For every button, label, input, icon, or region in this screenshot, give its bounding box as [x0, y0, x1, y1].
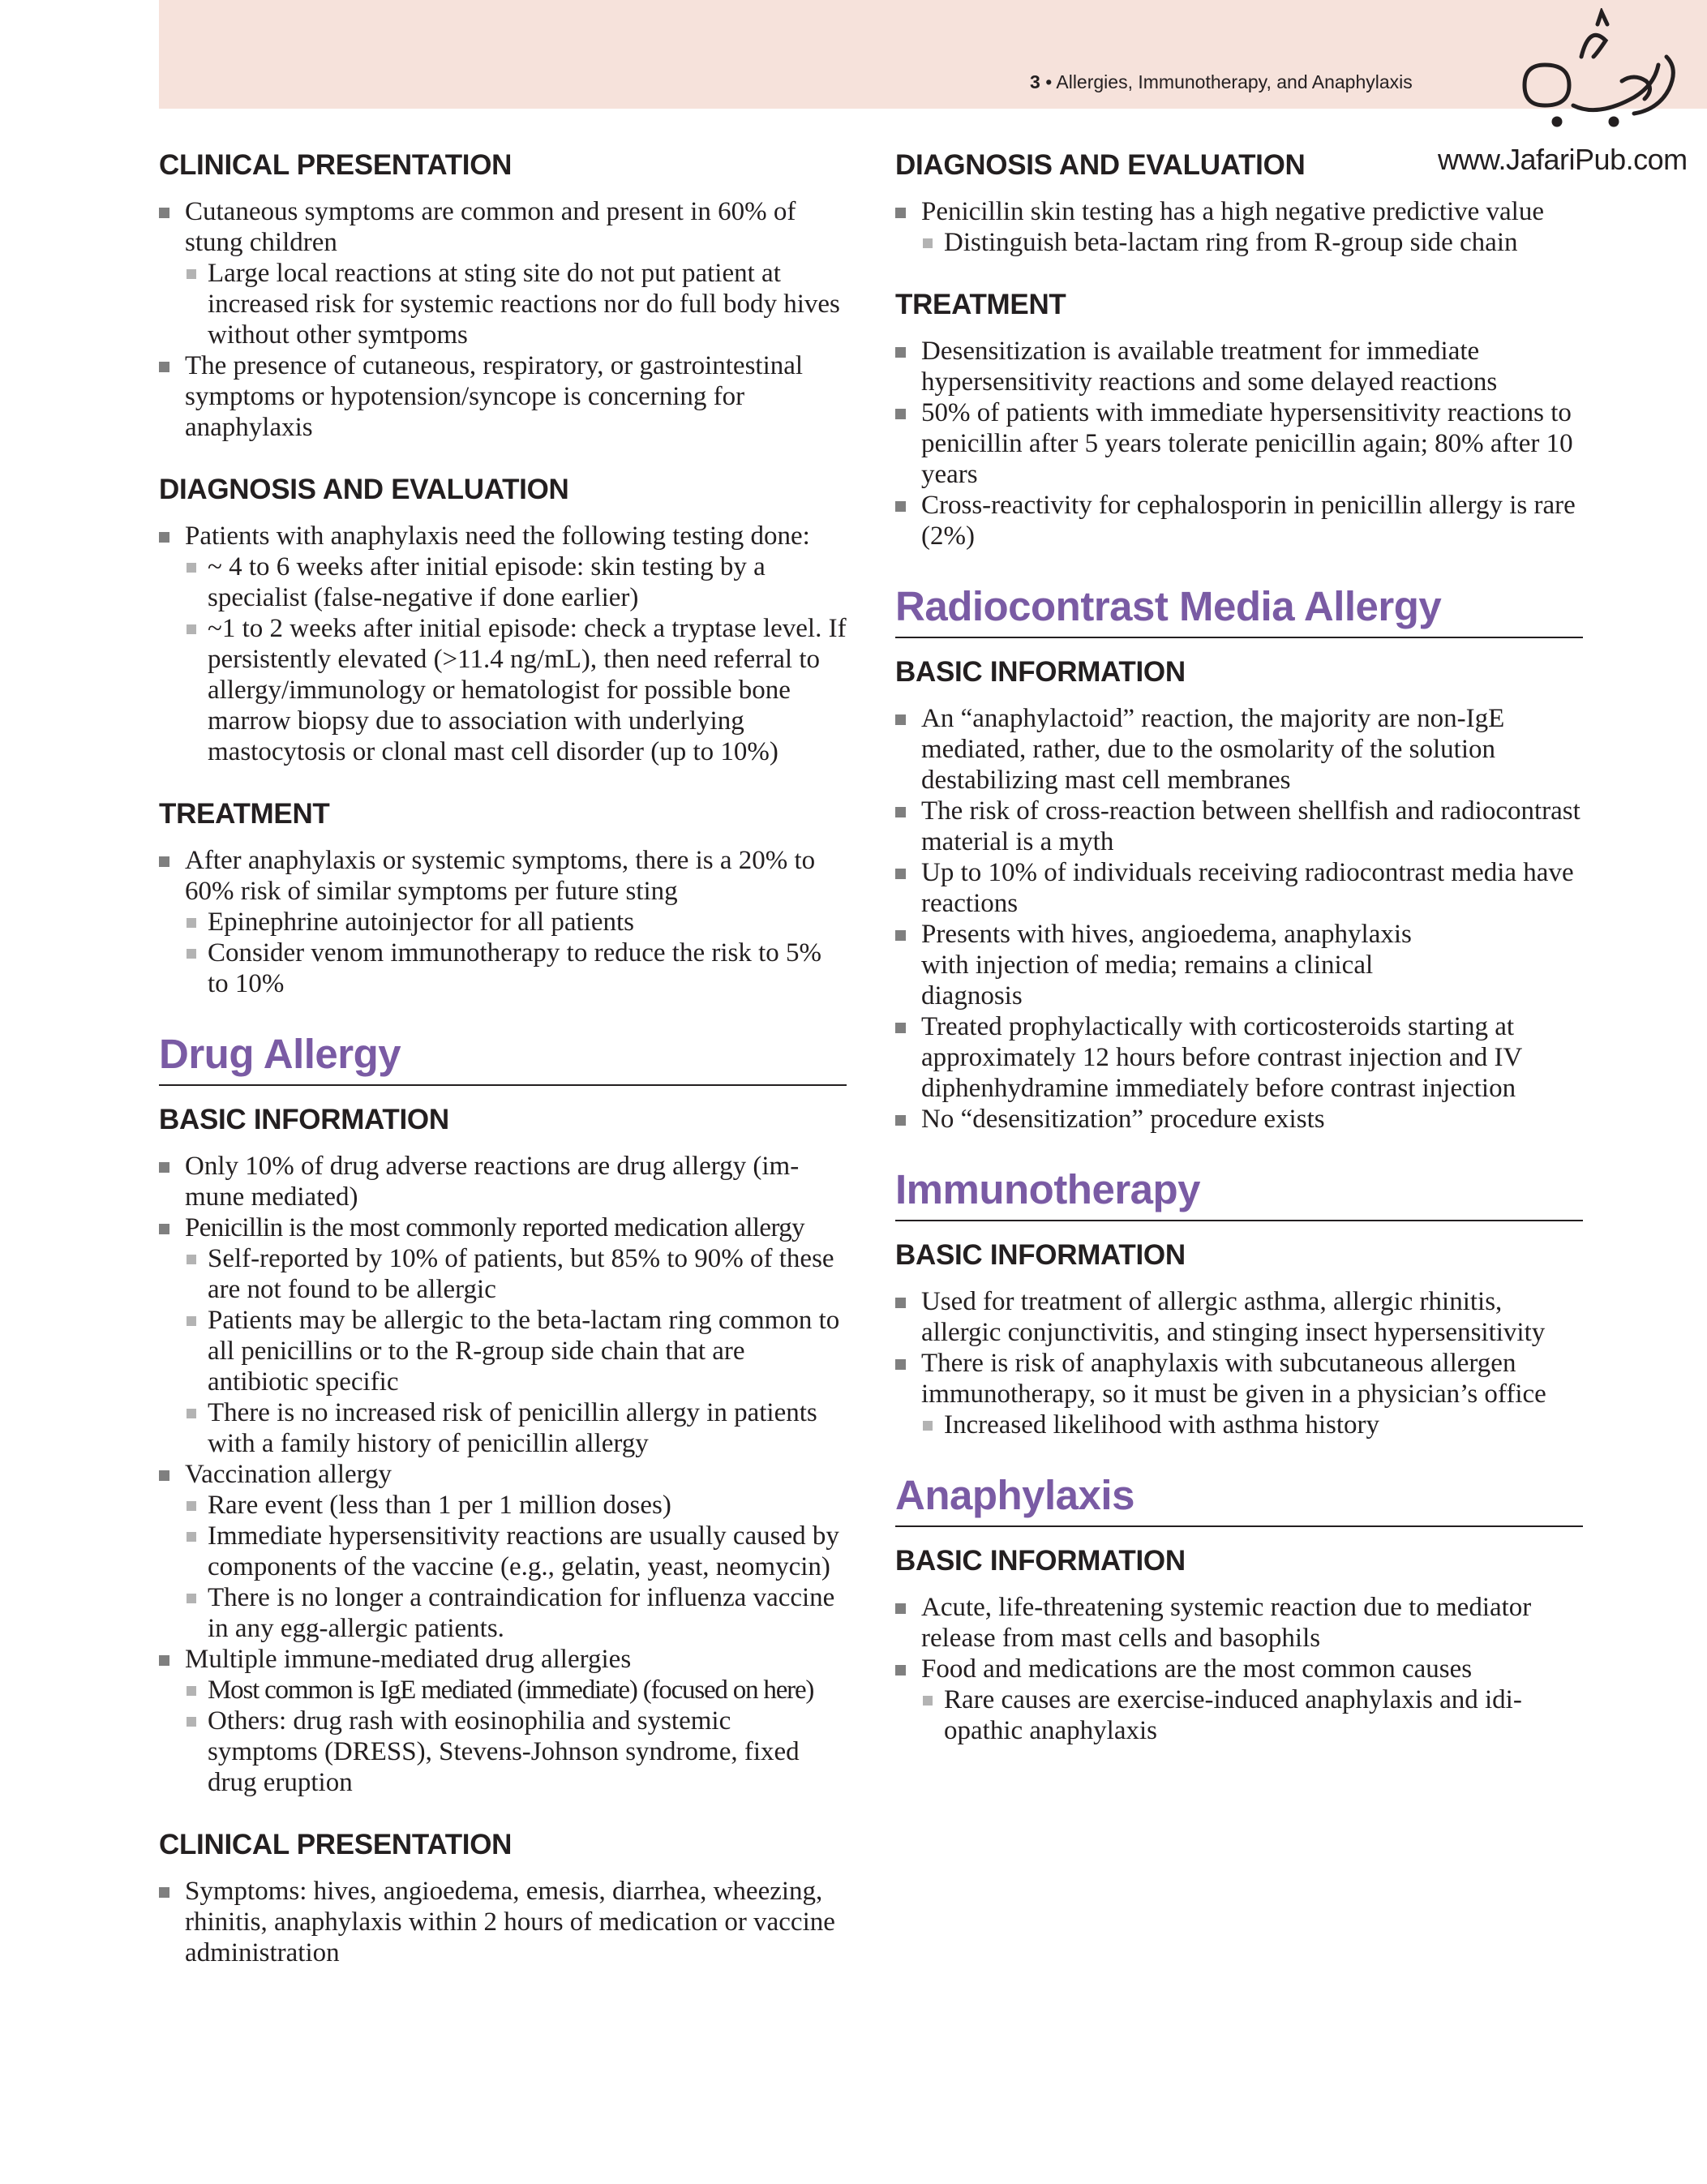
list-item: [895, 1654, 1583, 1746]
list-item: [895, 490, 1583, 551]
list-item: [159, 1151, 847, 1212]
page-number: 3: [1030, 71, 1040, 92]
bullet-list: [895, 703, 1583, 1135]
sub-list-item: Consider venom immunotherapy to reduce the risk to 5% to 10%: [185, 938, 847, 999]
sub-bullet-list: [185, 551, 847, 767]
list-item-text: Penicillin skin testing has a high negative predictive value: [921, 197, 1544, 226]
chapter-section-title: Immunotherapy: [895, 1165, 1583, 1221]
sub-bullet-list: [185, 1243, 847, 1459]
section-basic-information-radiocontrast: [895, 656, 1583, 1135]
list-item-text: Up to 10% of individuals receiving radiocontrast media have reactions: [921, 858, 1574, 918]
section-heading: BASIC INFORMATION: [895, 656, 1186, 688]
sub-list-item: ~ 4 to 6 weeks after initial episode: skin testing by a specialist (false-negative if done earlier): [185, 551, 847, 613]
chapter-section-title: Radiocontrast Media Allergy: [895, 582, 1583, 638]
list-item: [895, 703, 1583, 796]
list-item-text: Multiple immune-mediated drug allergies: [185, 1645, 632, 1674]
sub-list-item: Immediate hypersensitivity reactions are usually caused by components of the vaccine (e.g., gelatin, yeast, neomycin): [185, 1521, 847, 1582]
list-item-text: No “desensitization” procedure exists: [921, 1105, 1325, 1134]
list-item: [895, 196, 1583, 258]
section-heading: TREATMENT: [895, 289, 1066, 320]
chapter-title: Allergies, Immunotherapy, and Anaphylaxis: [1056, 71, 1413, 92]
list-item-text: Acute, life-threatening systemic reaction due to mediator release from mast cells and basophils: [921, 1593, 1532, 1653]
section-diagnosis-evaluation-drug: [895, 149, 1583, 258]
list-item: [159, 350, 847, 443]
sub-list-item: Rare event (less than 1 per 1 million doses): [185, 1490, 847, 1521]
right-column: [895, 149, 1583, 1777]
sub-list-item: Others: drug rash with eosinophilia and systemic symptoms (DRESS), Stevens-Johnson syndrome, fixed drug eruption: [185, 1706, 847, 1798]
section-heading: DIAGNOSIS AND EVALUATION: [895, 149, 1306, 181]
sub-bullet-list: [921, 1684, 1583, 1746]
sub-bullet-list: [185, 1490, 847, 1644]
list-item: [159, 845, 847, 999]
list-item-text: Patients with anaphylaxis need the following testing done:: [185, 521, 810, 551]
list-item-text: 50% of patients with immediate hypersensitivity reactions to penicillin after 5 years tolerate penicillin again; 80% after 10 years: [921, 398, 1573, 489]
list-item: [895, 336, 1583, 397]
list-item-text: The presence of cutaneous, respiratory, or gastrointestinal symptoms or hypotension/syncope is concerning for anaphylaxis: [185, 351, 804, 442]
list-item: [895, 397, 1583, 490]
section-heading: CLINICAL PRESENTATION: [159, 149, 513, 181]
list-item: [159, 196, 847, 350]
section-basic-information: [159, 1104, 847, 1798]
sub-bullet-list: [921, 227, 1583, 258]
list-item: [895, 1348, 1583, 1440]
sub-list-item: Large local reactions at sting site do not put patient at increased risk for systemic reactions nor do full body hives without other symtpoms: [185, 258, 847, 350]
bullet-list: [895, 1286, 1583, 1440]
sub-list-item: Epinephrine autoinjector for all patients: [185, 907, 847, 938]
chapter-section-title: Anaphylaxis: [895, 1471, 1583, 1527]
list-item-text: Treated prophylactically with corticosteroids starting at approximately 12 hours before contrast injection and IV diphenhydramine immediately before contrast injection: [921, 1012, 1522, 1103]
bullet-list: [895, 196, 1583, 258]
section-treatment: [159, 798, 847, 999]
sub-bullet-list: [185, 258, 847, 350]
list-item-text: Used for treatment of allergic asthma, allergic rhinitis, allergic conjunctivitis, and stinging insect hypersensitivity: [921, 1287, 1546, 1347]
section-basic-information-immunotherapy: [895, 1239, 1583, 1440]
bullet-list: [159, 1876, 847, 1968]
list-item: [895, 1011, 1583, 1104]
list-item: [895, 1592, 1583, 1654]
sub-list-item: Rare causes are exercise-induced anaphylaxis and idiopathic anaphylaxis: [921, 1684, 1583, 1746]
sub-list-item: Patients may be allergic to the beta-lactam ring common to all penicillins or to the R-group side chain that are antibiotic specific: [185, 1305, 847, 1397]
list-item-text: Desensitization is available treatment for immediate hypersensitivity reactions and some delayed reactions: [921, 337, 1498, 397]
list-item-text: Cross-reactivity for cephalosporin in penicillin allergy is rare (2%): [921, 491, 1576, 551]
list-item: [159, 1459, 847, 1644]
list-item: [159, 1212, 847, 1459]
bullet-list: [159, 845, 847, 999]
list-item: [895, 796, 1583, 857]
list-item-text: There is risk of anaphylaxis with subcutaneous allergen immunotherapy, so it must be given in a physician’s office: [921, 1349, 1546, 1409]
section-basic-information-anaphylaxis: [895, 1545, 1583, 1746]
sub-list-item: Increased likelihood with asthma history: [921, 1410, 1583, 1440]
list-item-text: Symptoms: hives, angioedema, emesis, diarrhea, wheezing, rhinitis, anaphylaxis within 2 hours of medication or vaccine administration: [185, 1877, 835, 1967]
section-heading: BASIC INFORMATION: [895, 1239, 1186, 1271]
list-item-text: Penicillin is the most commonly reported medication allergy: [185, 1213, 805, 1242]
list-item-text: The risk of cross-reaction between shellfish and radiocontrast material is a myth: [921, 796, 1580, 856]
sub-list-item: There is no increased risk of penicillin allergy in patients with a family history of penicillin allergy: [185, 1397, 847, 1459]
left-column: [159, 149, 847, 1999]
sub-list-item: Most common is IgE mediated (immediate) (focused on here): [185, 1675, 847, 1706]
list-item: [159, 1876, 847, 1968]
list-item-text: After anaphylaxis or systemic symptoms, there is a 20% to 60% risk of similar symptoms per future sting: [185, 846, 816, 906]
section-treatment-drug: [895, 289, 1583, 551]
list-item-text: Cutaneous symptoms are common and present in 60% of stung children: [185, 197, 796, 257]
list-item: [159, 1644, 847, 1798]
section-diagnosis-evaluation: [159, 474, 847, 767]
sub-bullet-list: [185, 1675, 847, 1798]
sub-list-item: Distinguish beta-lactam ring from R-group side chain: [921, 227, 1583, 258]
section-heading: BASIC INFORMATION: [159, 1104, 449, 1135]
publisher-website: www.JafariPub.com: [1438, 143, 1688, 176]
section-clinical-presentation: [159, 149, 847, 443]
sub-list-item: ~1 to 2 weeks after initial episode: check a tryptase level. If persistently elevated (>11.4 ng/mL), then need referral to allergy/immunology or hematologist for possible bone marrow biopsy due to association with underlying mastocytosis or clonal mast cell disorder (up to 10%): [185, 613, 847, 767]
bullet-list: [895, 336, 1583, 551]
section-clinical-presentation-drug: [159, 1829, 847, 1968]
section-heading: BASIC INFORMATION: [895, 1545, 1186, 1577]
sub-bullet-list: [921, 1410, 1583, 1440]
list-item-text: Only 10% of drug adverse reactions are drug allergy (immune mediated): [185, 1152, 800, 1212]
sub-list-item: Self-reported by 10% of patients, but 85% to 90% of these are not found to be allergic: [185, 1243, 847, 1305]
publisher-logo: [1492, 8, 1695, 138]
list-item: [895, 919, 1583, 1011]
bullet-list: [159, 1151, 847, 1798]
list-item: [895, 1286, 1583, 1348]
list-item: [895, 857, 1583, 919]
list-item: [895, 1104, 1583, 1135]
list-item-text: Presents with hives, angioedema, anaphylaxis with injection of media; remains a clinical diagnosis: [921, 920, 1412, 1010]
list-item-text: An “anaphylactoid” reaction, the majority are non-IgE mediated, rather, due to the osmolarity of the solution destabilizing mast cell membranes: [921, 704, 1505, 795]
chapter-section-title: Drug Allergy: [159, 1030, 847, 1086]
section-heading: DIAGNOSIS AND EVALUATION: [159, 474, 569, 505]
list-item-text: Food and medications are the most common causes: [921, 1654, 1473, 1684]
bullet-list: [895, 1592, 1583, 1746]
bullet-list: [159, 196, 847, 443]
list-item-text: Vaccination allergy: [185, 1460, 392, 1489]
running-head: [1030, 71, 1413, 93]
list-item: [159, 521, 847, 767]
section-heading: TREATMENT: [159, 798, 330, 830]
sub-bullet-list: [185, 907, 847, 999]
sub-list-item: There is no longer a contraindication for influenza vaccine in any egg-allergic patients.: [185, 1582, 847, 1644]
separator: •: [1045, 71, 1053, 92]
bullet-list: [159, 521, 847, 767]
section-heading: CLINICAL PRESENTATION: [159, 1829, 513, 1860]
